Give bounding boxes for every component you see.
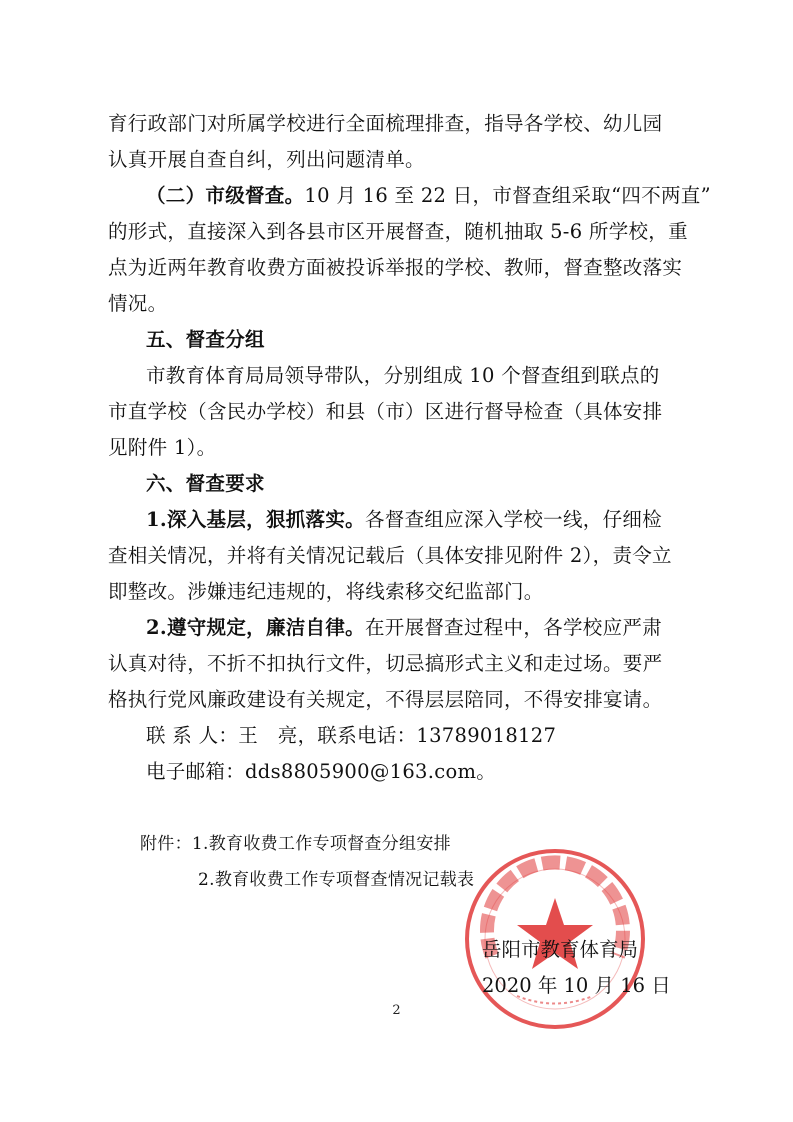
paragraph-line: 市直学校（含民办学校）和县（市）区进行督导检查（具体安排 (108, 400, 663, 423)
contact-email: 电子邮箱：dds8805900@163.com。 (146, 760, 497, 783)
paragraph-line-subsection (146, 184, 711, 208)
paragraph-line: 格执行党风廉政建设有关规定，不得层层陪同，不得安排宴请。 (108, 688, 663, 711)
paragraph-line: 认真开展自查自纠，列出问题清单。 (108, 148, 425, 171)
paragraph-line: 市教育体育局局领导带队，分别组成 10 个督查组到联点的 (146, 364, 660, 387)
section-heading-6: 六、督查要求 (146, 472, 265, 495)
paragraph-line: 即整改。涉嫌违纪违规的，将线索移交纪监部门。 (108, 580, 544, 603)
section-heading-5: 五、督查分组 (146, 328, 265, 351)
paragraph-line: 的形式，直接深入到各县市区开展督查，随机抽取 5-6 所学校，重 (108, 220, 688, 243)
paragraph-line: 育行政部门对所属学校进行全面梳理排查，指导各学校、幼儿园 (108, 112, 663, 135)
requirement-text: 在开展督查过程中，各学校应严肃 (364, 616, 662, 639)
contact-person: 联 系 人：王 亮，联系电话：13789018127 (146, 724, 557, 747)
requirement-text: 各督查组应深入学校一线，仔细检 (364, 508, 662, 531)
issue-date: 2020 年 10 月 16 日 (482, 974, 671, 997)
requirement-item-2 (146, 616, 662, 640)
page-number: 2 (392, 1003, 401, 1018)
requirement-item-1 (146, 508, 662, 532)
attachment-list-2: 2.教育收费工作专项督查情况记载表 (198, 870, 475, 890)
subsection-text: 10 月 16 至 22 日，市督查组采取“四不两直” (304, 184, 711, 207)
issuing-organization: 岳阳市教育体育局 (482, 938, 639, 961)
requirement-lead: 1.深入基层，狠抓落实。 (146, 508, 365, 531)
paragraph-line: 点为近两年教育收费方面被投诉举报的学校、教师，督查整改落实 (108, 256, 683, 279)
subsection-heading: （二）市级督查。 (146, 184, 305, 207)
paragraph-line: 查相关情况，并将有关情况记载后（具体安排见附件 2），责令立 (108, 544, 672, 567)
paragraph-line: 情况。 (108, 292, 168, 315)
paragraph-line: 认真对待，不折不扣执行文件，切忌搞形式主义和走过场。要严 (108, 652, 663, 675)
attachment-list-1: 附件：1.教育收费工作专项督查分组安排 (140, 834, 451, 854)
paragraph-line: 见附件 1）。 (108, 436, 217, 459)
requirement-lead: 2.遵守规定，廉洁自律。 (146, 616, 365, 639)
